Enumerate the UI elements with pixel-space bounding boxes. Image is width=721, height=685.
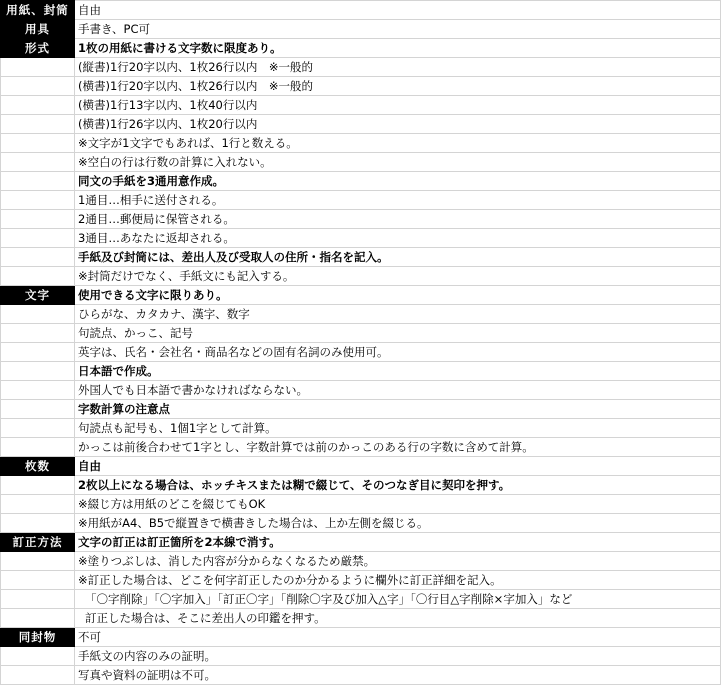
content-cell[interactable]: 字数計算の注意点 [75, 400, 721, 419]
sheet-row [1, 20, 721, 39]
sheet-row [1, 210, 721, 229]
empty-label-cell[interactable] [1, 77, 75, 96]
sheet-row [1, 647, 721, 666]
sheet-row [1, 39, 721, 58]
content-cell[interactable]: 写真や資料の証明は不可。 [75, 666, 721, 685]
empty-label-cell[interactable] [1, 96, 75, 115]
content-cell[interactable]: ※用紙がA4、B5で縦置きで横書きした場合は、上か左側を綴じる。 [75, 514, 721, 533]
content-cell[interactable]: 手書き、PC可 [75, 20, 721, 39]
sheet-row [1, 343, 721, 362]
content-cell[interactable]: 句読点も記号も、1個1字として計算。 [75, 419, 721, 438]
sheet-row [1, 172, 721, 191]
content-cell[interactable]: ひらがな、カタカナ、漢字、数字 [75, 305, 721, 324]
empty-label-cell[interactable] [1, 495, 75, 514]
empty-label-cell[interactable] [1, 229, 75, 248]
empty-label-cell[interactable] [1, 400, 75, 419]
empty-label-cell[interactable] [1, 305, 75, 324]
content-cell[interactable]: (縦書)1行20字以内、1枚26行以内 ※一般的 [75, 58, 721, 77]
sheet-row [1, 628, 721, 647]
category-label-cell[interactable]: 枚数 [1, 457, 75, 476]
empty-label-cell[interactable] [1, 324, 75, 343]
category-label-cell[interactable]: 形式 [1, 39, 75, 58]
content-cell[interactable]: ※文字が1文字でもあれば、1行と数える。 [75, 134, 721, 153]
empty-label-cell[interactable] [1, 590, 75, 609]
content-cell[interactable]: 日本語で作成。 [75, 362, 721, 381]
content-cell[interactable]: ※塗りつぶしは、消した内容が分からなくなるため厳禁。 [75, 552, 721, 571]
content-cell[interactable]: ※封筒だけでなく、手紙文にも記入する。 [75, 267, 721, 286]
content-cell[interactable]: 3通目…あなたに返却される。 [75, 229, 721, 248]
content-cell[interactable]: 1通目…相手に送付される。 [75, 191, 721, 210]
content-cell[interactable]: かっこは前後合わせて1字とし、字数計算では前のかっこのある行の字数に含めて計算。 [75, 438, 721, 457]
sheet-row [1, 533, 721, 552]
content-cell[interactable]: 訂正した場合は、そこに差出人の印鑑を押す。 [75, 609, 721, 628]
content-cell[interactable]: 自由 [75, 457, 721, 476]
content-cell[interactable]: ※空白の行は行数の計算に入れない。 [75, 153, 721, 172]
content-cell[interactable]: 手紙及び封筒には、差出人及び受取人の住所・指名を記入。 [75, 248, 721, 267]
content-cell[interactable]: (横書)1行13字以内、1枚40行以内 [75, 96, 721, 115]
sheet-row [1, 400, 721, 419]
content-cell[interactable]: 句読点、かっこ、記号 [75, 324, 721, 343]
content-cell[interactable]: (横書)1行26字以内、1枚20行以内 [75, 115, 721, 134]
sheet-row [1, 495, 721, 514]
content-cell[interactable]: 「〇字削除」「〇字加入」「訂正〇字」「削除〇字及び加入△字」「〇行目△字削除×字加入」など [75, 590, 721, 609]
content-cell[interactable]: ※綴じ方は用紙のどこを綴じてもOK [75, 495, 721, 514]
sheet-row [1, 305, 721, 324]
sheet-row [1, 1, 721, 20]
content-cell[interactable]: 2枚以上になる場合は、ホッチキスまたは糊で綴じて、そのつなぎ目に契印を押す。 [75, 476, 721, 495]
sheet-row [1, 552, 721, 571]
empty-label-cell[interactable] [1, 115, 75, 134]
sheet-row [1, 96, 721, 115]
sheet-row [1, 153, 721, 172]
content-cell[interactable]: 英字は、氏名・会社名・商品名などの固有名詞のみ使用可。 [75, 343, 721, 362]
sheet-row [1, 191, 721, 210]
empty-label-cell[interactable] [1, 647, 75, 666]
sheet-row [1, 362, 721, 381]
content-cell[interactable]: 外国人でも日本語で書かなければならない。 [75, 381, 721, 400]
sheet-row [1, 115, 721, 134]
sheet-row [1, 229, 721, 248]
category-label-cell[interactable]: 同封物 [1, 628, 75, 647]
grid-body [1, 1, 721, 685]
sheet-row [1, 134, 721, 153]
sheet-row [1, 590, 721, 609]
content-cell[interactable]: ※訂正した場合は、どこを何字訂正したのか分かるように欄外に訂正詳細を記入。 [75, 571, 721, 590]
content-cell[interactable]: 1枚の用紙に書ける文字数に限度あり。 [75, 39, 721, 58]
empty-label-cell[interactable] [1, 419, 75, 438]
empty-label-cell[interactable] [1, 248, 75, 267]
empty-label-cell[interactable] [1, 362, 75, 381]
sheet-row [1, 419, 721, 438]
sheet-row [1, 476, 721, 495]
content-cell[interactable]: 文字の訂正は訂正箇所を2本線で消す。 [75, 533, 721, 552]
empty-label-cell[interactable] [1, 571, 75, 590]
category-label-cell[interactable]: 訂正方法 [1, 533, 75, 552]
empty-label-cell[interactable] [1, 609, 75, 628]
empty-label-cell[interactable] [1, 438, 75, 457]
empty-label-cell[interactable] [1, 58, 75, 77]
sheet-row [1, 286, 721, 305]
empty-label-cell[interactable] [1, 210, 75, 229]
content-cell[interactable]: 使用できる文字に限りあり。 [75, 286, 721, 305]
category-label-cell[interactable]: 文字 [1, 286, 75, 305]
content-cell[interactable]: 2通目…郵便局に保管される。 [75, 210, 721, 229]
sheet-row [1, 267, 721, 286]
sheet-row [1, 457, 721, 476]
empty-label-cell[interactable] [1, 381, 75, 400]
empty-label-cell[interactable] [1, 514, 75, 533]
empty-label-cell[interactable] [1, 666, 75, 685]
content-cell[interactable]: 手紙文の内容のみの証明。 [75, 647, 721, 666]
sheet-row [1, 248, 721, 267]
category-label-cell[interactable]: 用具 [1, 20, 75, 39]
empty-label-cell[interactable] [1, 191, 75, 210]
sheet-row [1, 514, 721, 533]
empty-label-cell[interactable] [1, 343, 75, 362]
content-cell[interactable]: 自由 [75, 1, 721, 20]
empty-label-cell[interactable] [1, 134, 75, 153]
sheet-row [1, 609, 721, 628]
empty-label-cell[interactable] [1, 153, 75, 172]
empty-label-cell[interactable] [1, 476, 75, 495]
sheet-row [1, 438, 721, 457]
sheet-row [1, 381, 721, 400]
empty-label-cell[interactable] [1, 267, 75, 286]
content-cell[interactable]: (横書)1行20字以内、1枚26行以内 ※一般的 [75, 77, 721, 96]
sheet-row [1, 58, 721, 77]
empty-label-cell[interactable] [1, 552, 75, 571]
sheet-row [1, 324, 721, 343]
content-cell[interactable]: 不可 [75, 628, 721, 647]
content-cell[interactable]: 同文の手紙を3通用意作成。 [75, 172, 721, 191]
sheet-row [1, 77, 721, 96]
category-label-cell[interactable]: 用紙、封筒 [1, 1, 75, 20]
sheet-row [1, 571, 721, 590]
sheet-row [1, 666, 721, 685]
empty-label-cell[interactable] [1, 172, 75, 191]
